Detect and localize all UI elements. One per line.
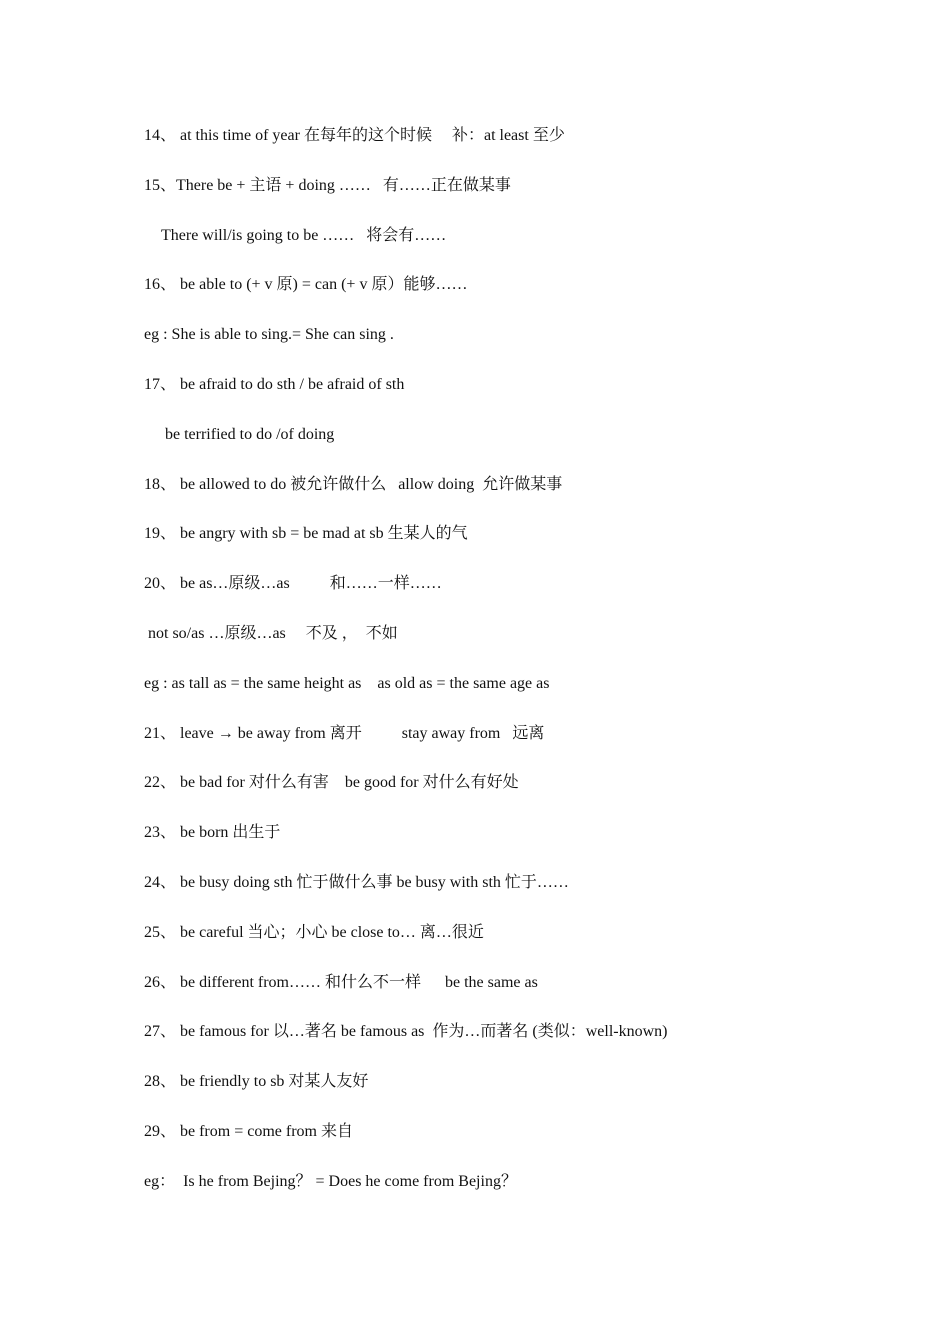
item-17: 17、 be afraid to do sth / be afraid of sth (144, 375, 405, 393)
item-29-example: eg： Is he from Bejing？ = Does he come from Bejing？ (144, 1172, 517, 1190)
item-17-sub: be terrified to do /of doing (165, 425, 335, 443)
item-16: 16、 be able to (+ v 原) = can (+ v 原）能够…… (144, 276, 468, 294)
item-25: 25、 be careful 当心；小心 be close to… 离…很近 (144, 923, 484, 941)
item-22: 22、 be bad for 对什么有害 be good for 对什么有好处 (144, 774, 519, 792)
item-19: 19、 be angry with sb = be mad at sb 生某人的气 (144, 525, 468, 543)
phrase-list (144, 124, 864, 1220)
item-26: 26、 be different from…… 和什么不一样 be the same as (144, 973, 538, 991)
item-20: 20、 be as…原级…as 和……一样…… (144, 575, 442, 593)
item-28: 28、 be friendly to sb 对某人友好 (144, 1073, 369, 1091)
item-16-example: eg : She is able to sing.= She can sing . (144, 326, 394, 344)
item-23: 23、 be born 出生于 (144, 824, 281, 842)
item-27: 27、 be famous for 以…著名 be famous as 作为…而著名 (类似：well-known) (144, 1023, 668, 1041)
item-15: 15、There be + 主语 + doing …… 有……正在做某事 (144, 176, 511, 194)
item-18: 18、 be allowed to do 被允许做什么 allow doing 允许做某事 (144, 475, 563, 493)
item-15-sub: There will/is going to be …… 将会有…… (161, 226, 447, 244)
item-20-example: eg : as tall as = the same height as as old as = the same age as (144, 674, 550, 692)
item-24: 24、 be busy doing sth 忙于做什么事 be busy with sth 忙于…… (144, 873, 569, 891)
item-29: 29、 be from = come from 来自 (144, 1122, 353, 1140)
item-14: 14、 at this time of year 在每年的这个时候 补：at least 至少 (144, 127, 565, 144)
item-21: 21、 leave → be away from 离开 stay away from 远离 (144, 724, 545, 742)
item-20-sub: not so/as …原级…as 不及 ， 不如 (148, 624, 398, 642)
